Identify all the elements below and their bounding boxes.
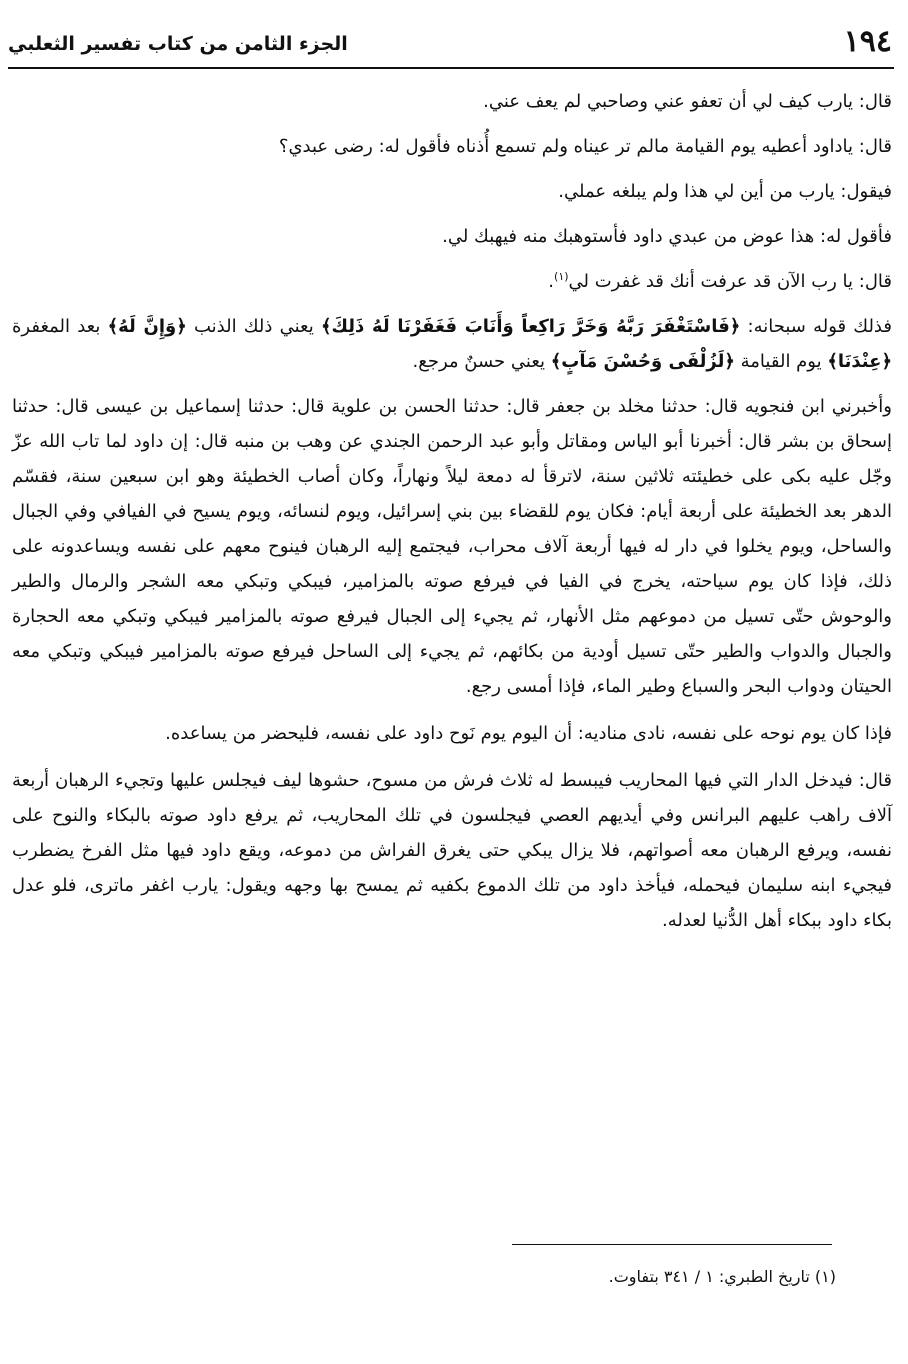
- footnote: (١) تاريخ الطبري: ١ / ٣٤١ بتفاوت.: [608, 1267, 836, 1286]
- paragraph-6-mid-1: يعني ذلك الذنب: [186, 316, 321, 337]
- paragraph-6-end: يعني حسنٌ مرجع.: [412, 351, 551, 372]
- paragraph-4: فأقول له: هذا عوض من عبدي داود فأستوهبك منه فيهبك لي.: [442, 226, 892, 247]
- running-title: الجزء الثامن من كتاب تفسير الثعلبي: [8, 33, 348, 55]
- quran-verse-4: ﴿لَزُلْفَى وَحُسْنَ مَآبٍ﴾: [550, 351, 735, 372]
- quran-verse-1: ﴿فَاسْتَغْفَرَ رَبَّهُ وَخَرَّ رَاكِعاً وَأَنَابَ فَغَفَرْنَا لَهُ ذَلِكَ﴾: [320, 316, 741, 337]
- page-header: [8, 22, 892, 68]
- paragraph-3: فيقول: يارب من أين لي هذا ولم يبلغه عملي.: [558, 181, 892, 202]
- paragraph-6-mid-2: بعد المغفرة: [12, 316, 108, 337]
- paragraph-5-text: قال: يا رب الآن قد عرفت أنك قد غفرت لي: [568, 271, 892, 292]
- footnote-reference: (١): [554, 270, 569, 283]
- footnote-rule: [512, 1244, 832, 1245]
- paragraph-6: [12, 309, 892, 379]
- paragraph-6-intro: فذلك قوله سبحانه:: [740, 316, 892, 337]
- main-text: [12, 84, 892, 948]
- quran-verse-3: ﴿عِنْدَنَا﴾: [827, 351, 892, 372]
- quran-verse-2: ﴿وَإِنَّ لَهُ﴾: [107, 316, 187, 337]
- header-rule: [8, 67, 894, 69]
- paragraph-5-end: .: [548, 271, 555, 292]
- paragraph-7: وأخبرني ابن فنجويه قال: حدثنا مخلد بن جعفر قال: حدثنا الحسن بن علوية قال: حدثنا إسماعيل بن عيسى قال: حدثنا إسحاق بن بشر قال: أخبرنا أبو الياس ومقاتل وأبو عبد الرحمن الجندي عن وهب بن منبه قال: إن داود لما تاب الله عزّ وجّل عليه بكى على خطيئته ثلاثين سنة، لاترقأ له دمعة ليلاً ونهاراً، وكان أصاب الخطيئة وهو ابن سبعين سنة، فقسّم الدهر بعد الخطيئة على أربعة أيام: فكان يوم للقضاء بين بني إسرائيل، ويوم لنسائه، ويوم يسيح في الفيافي وفي الجبال والساحل، ويوم يخلوا في دار له فيها أربعة آلاف محراب، فيجتمع إليه الرهبان فينوح معهم على نفسه ويساعدونه على ذلك، فإذا كان يوم سياحته، يخرج في الفيا في فيرفع صوته بالمزامير، فيبكي وتبكي معه الشجر والرمال والطير والوحوش حتّى تسيل من دموعهم مثل الأنهار، ثم يجيء إلى الجبال فيرفع صوته بالمزامير فيبكي وتبكي معه الحجارة والجبال والدواب والطير حتّى تسيل أودية من بكائهم، ثم يجيء إلى الساحل فيرفع صوته بالمزامير فيبكي وتبكي معه الحيتان ودواب البحر والسباع وطير الماء، فإذا أمسى رجع.: [12, 396, 892, 697]
- paragraph-2: قال: ياداود أعطيه يوم القيامة مالم تر عيناه ولم تسمع أُذناه فأقول له: رضى عبدي؟: [278, 136, 892, 157]
- paragraph-5: [12, 264, 892, 299]
- paragraph-8: فإذا كان يوم نوحه على نفسه، نادى مناديه: أن اليوم يوم نَوح داود على نفسه، فليحضر من يساعده.: [165, 723, 892, 744]
- paragraph-9: قال: فيدخل الدار التي فيها المحاريب فيبسط له ثلاث فرش من مسوح، حشوها ليف فيجلس عليها وتجيء الرهبان أربعة آلاف راهب عليهم البرانس وفي أيديهم العصي فيجلسون في تلك المحاريب، ثم يرفع داود صوته بالبكاء والنوح على نفسه، ويرفع الرهبان معه أصواتهم، فلا يزال يبكي حتى يغرق الفراش من دموعه، ويقع داود فيها مثل الفرخ يضطرب فيجيء ابنه سليمان فيحمله، فيأخذ داود من تلك الدموع بكفيه ثم يمسح بها وجهه ويقول: يارب اغفر ماترى، فلو عدل بكاء داود ببكاء أهل الدُّنيا لعدله.: [12, 770, 892, 931]
- paragraph-6-mid-3: يوم القيامة: [734, 351, 828, 372]
- paragraph-1: قال: يارب كيف لي أن تعفو عني وصاحبي لم يعف عني.: [483, 91, 892, 112]
- page-number: ١٩٤: [843, 24, 892, 59]
